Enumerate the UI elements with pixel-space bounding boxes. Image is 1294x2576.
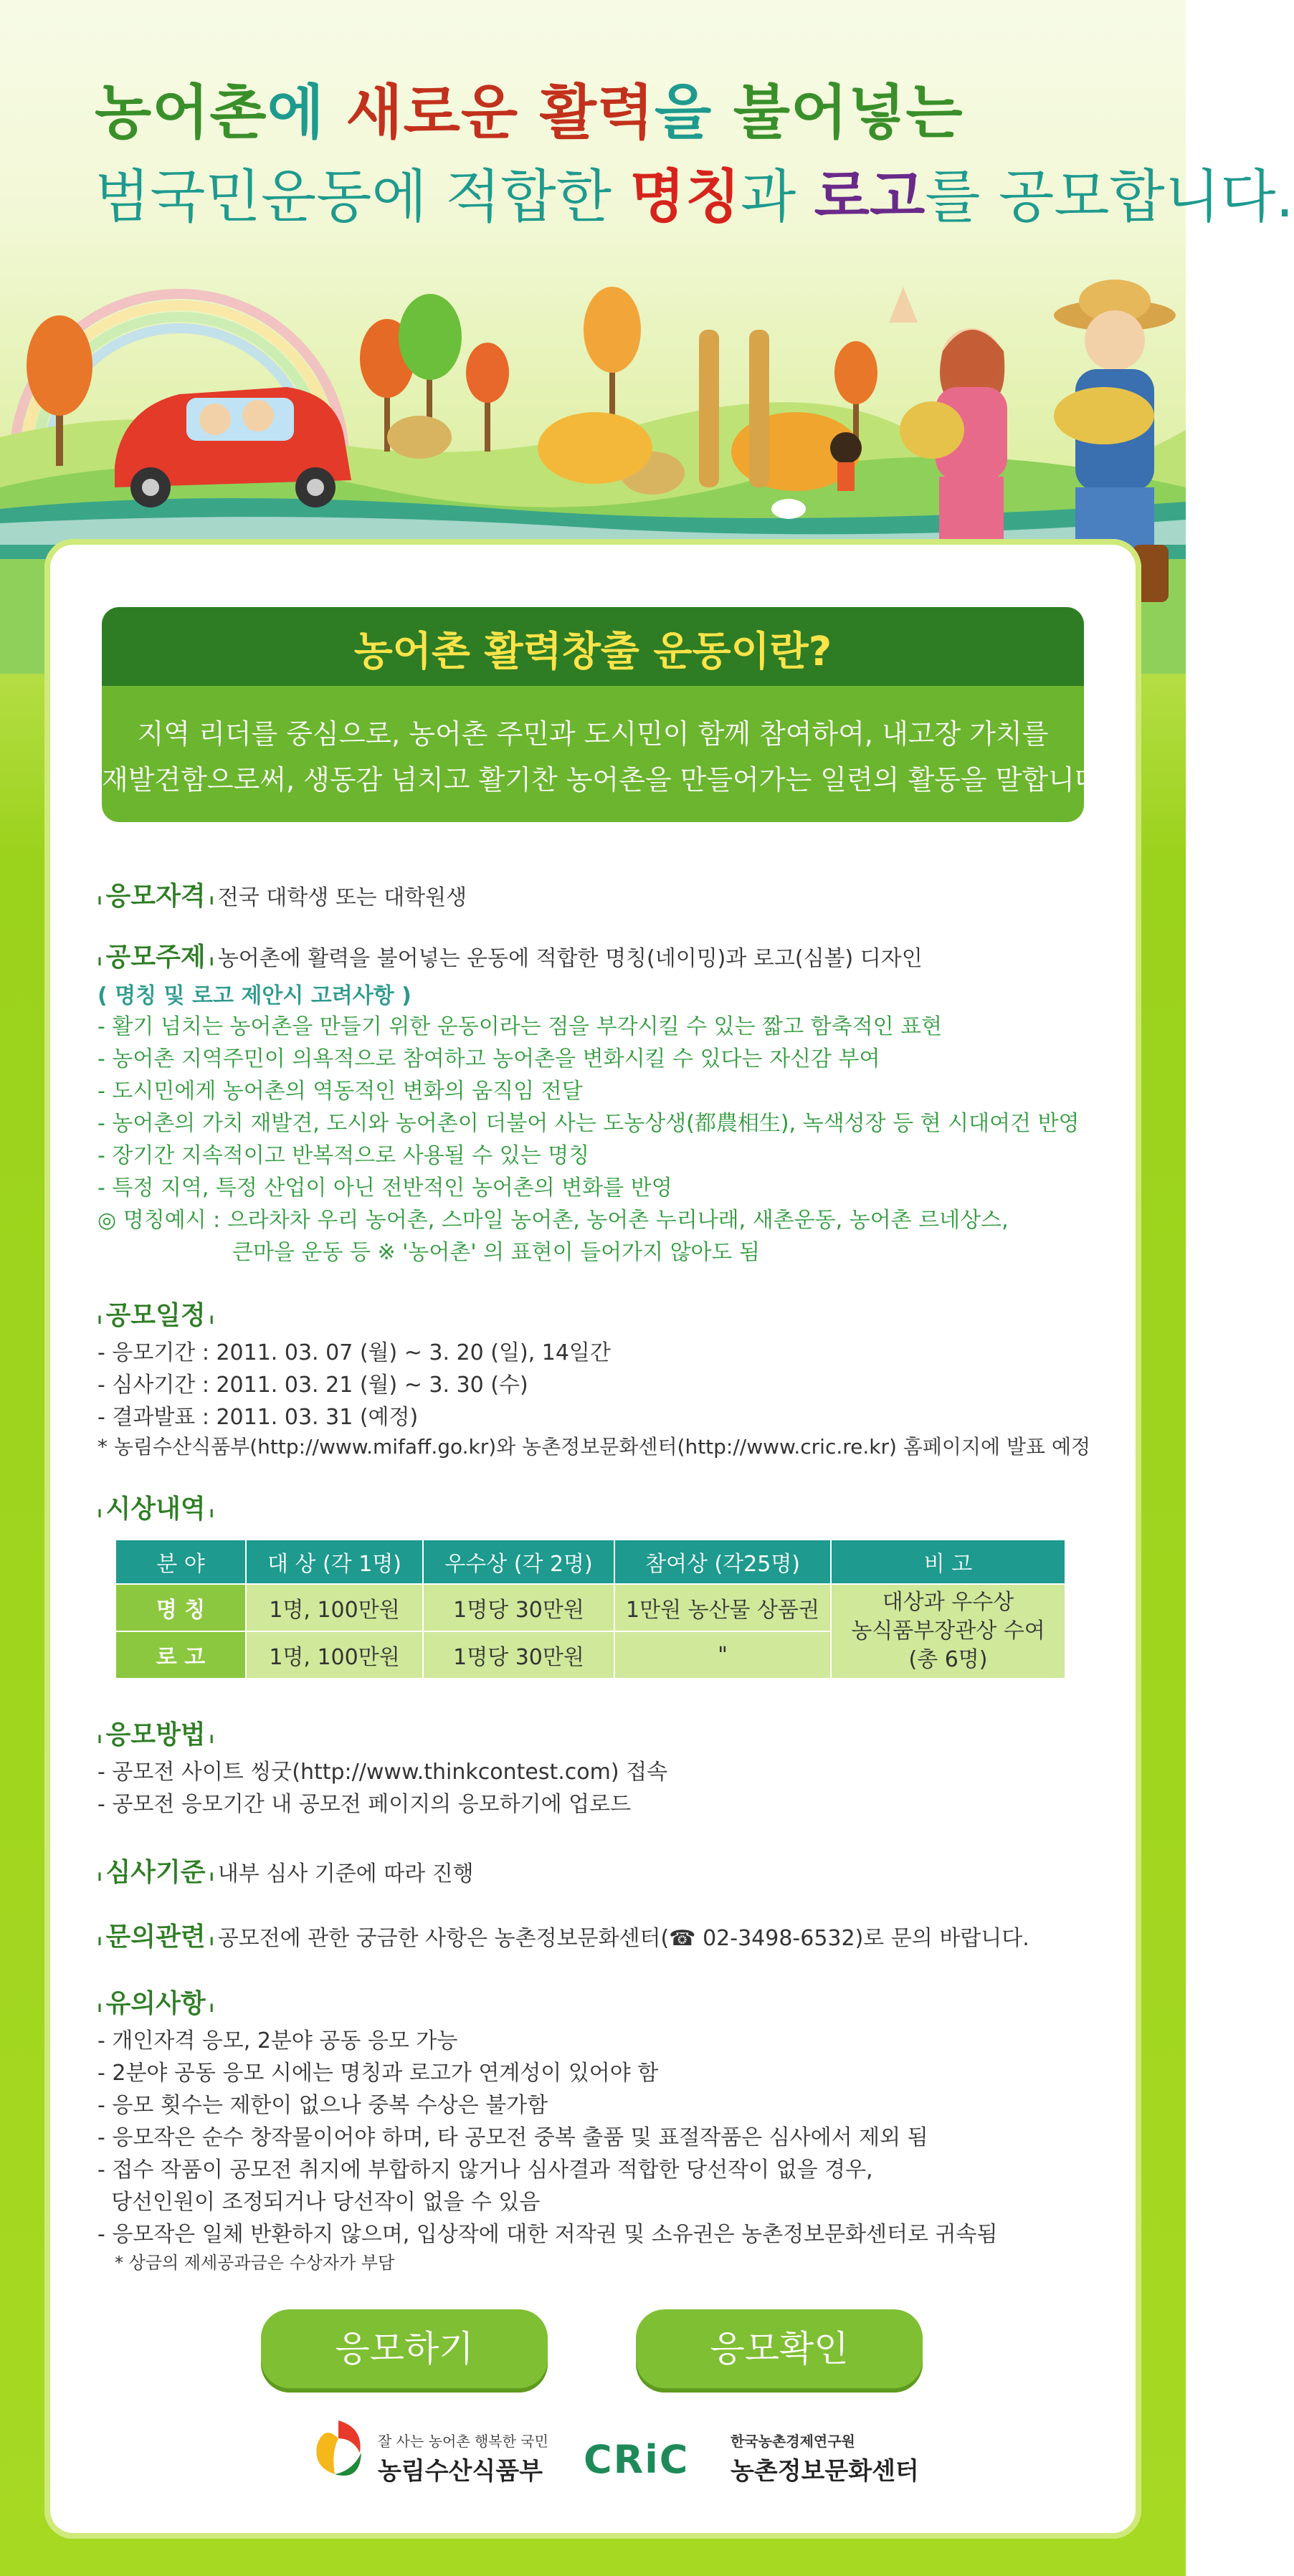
section-criteria: I 심사기준 I 내부 심사 기준에 따라 진행 [97,1858,474,1887]
headline-word: 을 [655,79,733,147]
list-item: - 장기간 지속적이고 반복적으로 사용될 수 있는 명칭 [97,1143,590,1168]
list-item: - 응모 횟수는 제한이 없으나 중복 수상은 불가함 [97,2093,548,2118]
ministry-slogan: 잘 사는 농어촌 행복한 국민 [378,2433,548,2450]
list-item: - 활기 넘치는 농어촌을 만들기 위한 운동이라는 점을 부각시킬 수 있는 짧고 함축적인 표현 [97,1014,943,1039]
headline-word: 범국민운동에 적합한 [95,163,630,230]
tree-icon [399,294,462,437]
cric-name: 농촌정보문화센터 [731,2457,919,2486]
theme-subheading: ( 명칭 및 로고 제안시 고려사항 ) [97,983,411,1008]
list-item: - 농어촌 지역주민이 의욕적으로 참여하고 농어촌을 변화시킬 수 있다는 자신감 부여 [97,1046,880,1072]
intro-header [102,607,1084,686]
headline-line-1 [95,66,964,150]
remark-text: 대상과 우수상 [882,1590,1014,1615]
section-text: 내부 심사 기준에 따라 진행 [217,1861,474,1886]
ministry-logo [310,2410,568,2503]
table-cell: 1명, 100만원 [246,1631,423,1679]
table-remark-cell [831,1584,1065,1679]
section-heading: 심사기준 [105,1858,206,1887]
table-cell: " [614,1631,831,1679]
table-header: 대 상 (각 1명) [246,1540,423,1584]
list-item: - 공모전 사이트 씽굿(http://www.thinkcontest.com) 접속 [97,1760,668,1785]
section-awards: I 시상내역 I [97,1494,214,1524]
section-heading: 문의관련 [105,1922,206,1952]
section-heading: 공모일정 [105,1301,206,1330]
remark-text: 농식품부장관상 수여 [851,1618,1045,1644]
remark-text: (총 6명) [908,1647,988,1672]
table-header: 우수상 (각 2명) [423,1540,614,1584]
intro-body [102,686,1110,822]
section-schedule: I 공모일정 I [97,1301,214,1330]
headline-word: 과 [740,163,814,230]
intro-text-line: 지역 리더를 중심으로, 농어촌 주민과 도시민이 함께 참여하여, 내고장 가치를 [137,718,1049,750]
table-header: 비 고 [831,1540,1065,1584]
list-item: - 2분야 공동 응모 시에는 명칭과 로고가 연계성이 있어야 함 [97,2061,659,2086]
list-item: - 농어촌의 가치 재발견, 도시와 농어촌이 더불어 사는 도농상생(都農相生), 녹색성장 등 현 시대여건 반영 [97,1111,1080,1136]
table-header: 분 야 [115,1540,246,1584]
section-heading: 응모자격 [105,882,206,911]
example-text: 으라차차 우리 농어촌, 스마일 농어촌, 농어촌 누리나래, 새촌운동, 농어촌 르네상스, [227,1208,1009,1233]
cric-logo-mark: CRiC [584,2437,690,2482]
cric-logo [584,2410,919,2503]
headline-line-2 [95,151,1294,233]
table-header: 참여상 (각25명) [614,1540,831,1584]
section-text: 농어촌에 활력을 불어넣는 운동에 적합한 명칭(네이밍)과 로고(심볼) 디자인 [217,946,923,971]
cric-parent-org: 한국농촌경제연구원 [731,2433,855,2450]
section-heading: 공모주제 [105,943,206,972]
example-text: 큰마을 운동 등 ※ '농어촌' 의 표현이 들어가지 않아도 됨 [232,1240,761,1265]
table-header-row [115,1540,1065,1584]
table-cell: 명 칭 [115,1584,246,1631]
awards-table [115,1539,1066,1679]
example-label: ◎ 명칭예시 : [97,1208,227,1233]
headline-word: 를 공모합니다. [925,163,1294,230]
list-item: - 결과발표 : 2011. 03. 31 (예정) [97,1405,419,1430]
headline-word: 새로운 활력 [346,79,655,147]
ministry-name: 농림수산식품부 [378,2457,543,2486]
headline-word: 에 [267,79,346,147]
list-item: - 공모전 응모기간 내 공모전 페이지의 응모하기에 업로드 [97,1792,632,1817]
list-item: - 특정 지역, 특정 산업이 아닌 전반적인 농어촌의 변화를 반영 [97,1175,672,1201]
intro-title: 농어촌 활력창출 운동이란? [353,629,832,675]
headline-word: 불어넣는 [733,79,964,147]
section-heading: 시상내역 [105,1494,206,1524]
list-item: - 심사기간 : 2011. 03. 21 (월) ~ 3. 30 (수) [97,1373,528,1398]
list-item: - 응모기간 : 2011. 03. 07 (월) ~ 3. 20 (일), 14일간 [97,1340,611,1365]
headline-word: 로고 [814,163,926,230]
section-heading: 유의사항 [105,1989,206,2018]
section-theme: I 공모주제 I 농어촌에 활력을 불어넣는 운동에 적합한 명칭(네이밍)과 로고(심볼) 디자인 [97,943,923,972]
tax-note: * 상금의 제세공과금은 수상자가 부담 [115,2253,395,2273]
list-item: - 접수 작품이 공모전 취지에 부합하지 않거나 심사결과 적합한 당선작이 없을 경우, [97,2157,873,2183]
table-row [115,1584,1065,1631]
list-item: - 개인자격 응모, 2분야 공동 응모 가능 [97,2028,458,2053]
ministry-emblem-icon [310,2417,367,2496]
section-text: 공모전에 관한 궁금한 사항은 농촌정보문화센터(☎ 02-3498-6532)로 문의 바랍니다. [217,1926,1029,1951]
list-item: 당선인원이 조정되거나 당선작이 없을 수 있음 [97,2190,541,2215]
intro-text-line: 재발견함으로써, 생동감 넘치고 활기찬 농어촌을 만들어가는 일련의 활동을 말합니다. [102,764,1110,796]
section-qualification: I 응모자격 I 전국 대학생 또는 대학원생 [97,882,467,911]
check-application-button[interactable]: 응모확인 [636,2309,923,2388]
headline-word: 명칭 [629,163,741,230]
schedule-note: * 농림수산식품부(http://www.mifaff.go.kr)와 농촌정보문화센터(http://www.cric.re.kr) 홈페이지에 발표 예정 [97,1435,1091,1459]
example-line [97,1202,1009,1234]
table-cell: 1명당 30만원 [423,1631,614,1679]
table-cell: 1명당 30만원 [423,1584,614,1631]
list-item: - 응모작은 순수 창작물이어야 하며, 타 공모전 중복 출품 및 표절작품은 심사에서 제외 됨 [97,2125,928,2150]
table-cell: 로 고 [115,1631,246,1679]
tree-icon [466,343,509,452]
section-heading: 응모방법 [105,1720,206,1750]
headline-word: 농어촌 [95,79,267,147]
list-item: - 도시민에게 농어촌의 역동적인 변화의 움직임 전달 [97,1079,583,1104]
table-cell: 1만원 농산물 상품권 [614,1584,831,1631]
list-item: - 응모작은 일체 반환하지 않으며, 입상작에 대한 저작권 및 소유권은 농촌정보문화센터로 귀속됨 [97,2222,998,2247]
table-cell: 1명, 100만원 [246,1584,423,1631]
content-card [44,539,1141,2539]
apply-button[interactable]: 응모하기 [261,2309,548,2388]
section-method: I 응모방법 I [97,1720,214,1750]
section-text: 전국 대학생 또는 대학원생 [217,885,467,910]
section-inquiry: I 문의관련 I 공모전에 관한 궁금한 사항은 농촌정보문화센터(☎ 02-3498-6532)로 문의 바랍니다. [97,1922,1029,1952]
section-notes: I 유의사항 I [97,1989,214,2018]
